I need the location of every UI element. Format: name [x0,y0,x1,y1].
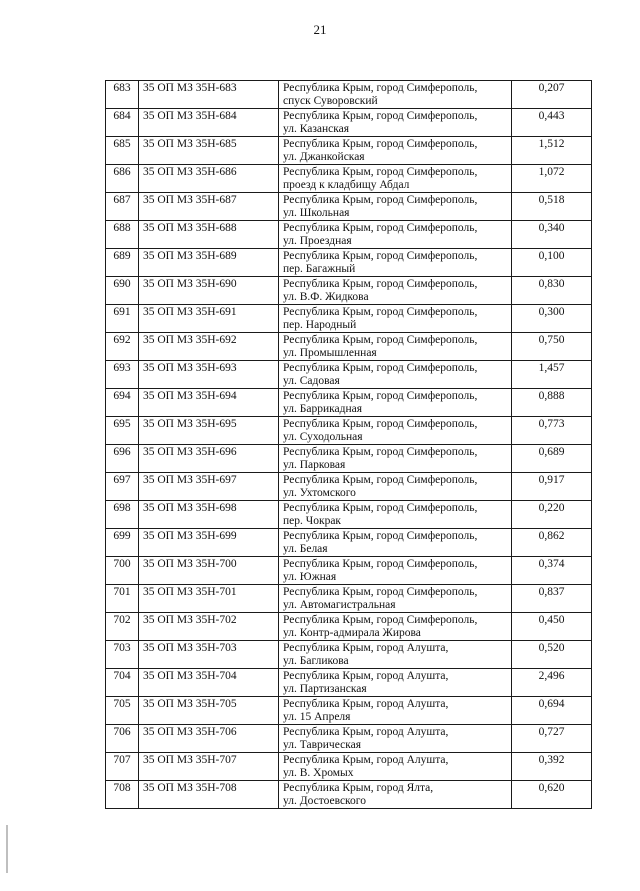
address-cell [279,361,512,389]
address-cell [279,445,512,473]
length-cell: 0,862 [512,529,592,557]
table-row [106,669,592,697]
address-line-1: Республика Крым, город Симферополь, [283,390,478,402]
address-line-2: пер. Чокрак [283,514,342,527]
address-line-1: Республика Крым, город Симферополь, [283,138,478,150]
row-number-cell: 683 [106,81,139,109]
address-line-1: Республика Крым, город Алушта, [283,670,449,682]
length-cell: 0,888 [512,389,592,417]
address-cell [279,753,512,781]
address-line-2: ул. Суходольная [283,430,363,443]
page-number: 21 [313,22,327,37]
address-line-1: Республика Крым, город Симферополь, [283,82,478,94]
address-line-1: Республика Крым, город Алушта, [283,754,449,766]
length-cell: 0,620 [512,781,592,809]
address-line-2: ул. Партизанская [283,682,367,695]
row-number-cell: 696 [106,445,139,473]
length-cell: 1,512 [512,137,592,165]
road-id-cell: 35 ОП МЗ 35Н-703 [139,641,279,669]
length-cell: 0,392 [512,753,592,781]
table-row [106,473,592,501]
address-line-1: Республика Крым, город Алушта, [283,642,449,654]
address-cell [279,165,512,193]
address-cell [279,109,512,137]
address-line-1: Республика Крым, город Симферополь, [283,110,478,122]
address-line-2: проезд к кладбищу Абдал [283,178,410,191]
table-row [106,557,592,585]
row-number-cell: 692 [106,333,139,361]
address-line-2: ул. Достоевского [283,794,366,807]
address-line-2: ул. Парковая [283,458,346,471]
length-cell: 0,450 [512,613,592,641]
table-row [106,221,592,249]
row-number-cell: 689 [106,249,139,277]
address-line-2: ул. Багликова [283,654,349,667]
table-row [106,389,592,417]
road-id-cell: 35 ОП МЗ 35Н-706 [139,725,279,753]
table-row [106,333,592,361]
row-number-cell: 688 [106,221,139,249]
address-line-2: ул. 15 Апреля [283,710,351,723]
road-id-cell: 35 ОП МЗ 35Н-690 [139,277,279,305]
row-number-cell: 684 [106,109,139,137]
length-cell: 0,773 [512,417,592,445]
address-line-1: Республика Крым, город Симферополь, [283,474,478,486]
road-id-cell: 35 ОП МЗ 35Н-696 [139,445,279,473]
address-line-2: спуск Суворовский [283,94,378,107]
length-cell: 0,220 [512,501,592,529]
table-row [106,109,592,137]
address-line-2: ул. Проездная [283,234,352,247]
road-id-cell: 35 ОП МЗ 35Н-704 [139,669,279,697]
address-cell [279,725,512,753]
row-number-cell: 685 [106,137,139,165]
address-line-2: ул. Южная [283,570,337,583]
address-line-2: ул. Джанкойская [283,150,365,163]
address-line-2: ул. Таврическая [283,738,361,751]
address-line-2: ул. Садовая [283,374,340,387]
length-cell: 2,496 [512,669,592,697]
row-number-cell: 686 [106,165,139,193]
address-cell [279,669,512,697]
address-cell [279,697,512,725]
table-row [106,417,592,445]
table-row [106,641,592,669]
row-number-cell: 697 [106,473,139,501]
table-row [106,725,592,753]
road-id-cell: 35 ОП МЗ 35Н-693 [139,361,279,389]
address-cell [279,81,512,109]
road-id-cell: 35 ОП МЗ 35Н-705 [139,697,279,725]
length-cell: 0,917 [512,473,592,501]
length-cell: 0,100 [512,249,592,277]
table-row [106,137,592,165]
address-line-1: Республика Крым, город Симферополь, [283,586,478,598]
road-id-cell: 35 ОП МЗ 35Н-708 [139,781,279,809]
road-id-cell: 35 ОП МЗ 35Н-698 [139,501,279,529]
address-line-1: Республика Крым, город Симферополь, [283,558,478,570]
length-cell: 0,374 [512,557,592,585]
row-number-cell: 707 [106,753,139,781]
address-line-2: ул. Промышленная [283,346,377,359]
road-id-cell: 35 ОП МЗ 35Н-697 [139,473,279,501]
address-line-2: ул. Казанская [283,122,350,135]
address-line-1: Республика Крым, город Симферополь, [283,502,478,514]
address-line-1: Республика Крым, город Симферополь, [283,362,478,374]
table-row [106,277,592,305]
address-line-2: ул. Ухтомского [283,486,356,499]
address-line-1: Республика Крым, город Алушта, [283,698,449,710]
row-number-cell: 705 [106,697,139,725]
length-cell: 0,750 [512,333,592,361]
table-body [106,81,592,809]
length-cell: 0,300 [512,305,592,333]
row-number-cell: 699 [106,529,139,557]
address-line-1: Республика Крым, город Симферополь, [283,418,478,430]
table-row [106,501,592,529]
length-cell: 0,694 [512,697,592,725]
address-line-1: Республика Крым, город Симферополь, [283,334,478,346]
length-cell: 1,457 [512,361,592,389]
table-row [106,613,592,641]
address-cell [279,557,512,585]
road-id-cell: 35 ОП МЗ 35Н-694 [139,389,279,417]
address-line-2: ул. Контр-адмирала Жирова [283,626,421,639]
address-line-1: Республика Крым, город Симферополь, [283,222,478,234]
address-cell [279,193,512,221]
address-line-1: Республика Крым, город Симферополь, [283,278,478,290]
address-cell [279,137,512,165]
length-cell: 0,340 [512,221,592,249]
table-row [106,361,592,389]
row-number-cell: 704 [106,669,139,697]
road-id-cell: 35 ОП МЗ 35Н-686 [139,165,279,193]
address-cell [279,585,512,613]
table-row [106,529,592,557]
table-row [106,697,592,725]
address-cell [279,221,512,249]
address-line-1: Республика Крым, город Симферополь, [283,250,478,262]
length-cell: 0,443 [512,109,592,137]
address-line-1: Республика Крым, город Алушта, [283,726,449,738]
address-line-2: ул. В. Хромых [283,766,354,779]
road-id-cell: 35 ОП МЗ 35Н-683 [139,81,279,109]
address-cell [279,641,512,669]
road-id-cell: 35 ОП МЗ 35Н-695 [139,417,279,445]
table-row [106,753,592,781]
address-line-1: Республика Крым, город Симферополь, [283,306,478,318]
address-cell [279,305,512,333]
address-cell [279,389,512,417]
length-cell: 0,727 [512,725,592,753]
length-cell: 0,830 [512,277,592,305]
road-id-cell: 35 ОП МЗ 35Н-688 [139,221,279,249]
row-number-cell: 703 [106,641,139,669]
row-number-cell: 691 [106,305,139,333]
address-cell [279,277,512,305]
row-number-cell: 706 [106,725,139,753]
address-line-2: ул. Автомагистральная [283,598,396,611]
row-number-cell: 695 [106,417,139,445]
length-cell: 0,518 [512,193,592,221]
address-line-2: пер. Багажный [283,262,356,275]
row-number-cell: 708 [106,781,139,809]
address-line-1: Республика Крым, город Симферополь, [283,614,478,626]
row-number-cell: 701 [106,585,139,613]
address-line-2: ул. Баррикадная [283,402,363,415]
road-id-cell: 35 ОП МЗ 35Н-691 [139,305,279,333]
address-cell [279,473,512,501]
address-line-2: ул. Школьная [283,206,350,219]
address-cell [279,333,512,361]
address-line-1: Республика Крым, город Симферополь, [283,446,478,458]
row-number-cell: 694 [106,389,139,417]
road-id-cell: 35 ОП МЗ 35Н-699 [139,529,279,557]
road-id-cell: 35 ОП МЗ 35Н-692 [139,333,279,361]
road-id-cell: 35 ОП МЗ 35Н-689 [139,249,279,277]
length-cell: 0,520 [512,641,592,669]
address-cell [279,613,512,641]
table-row [106,81,592,109]
road-id-cell: 35 ОП МЗ 35Н-684 [139,109,279,137]
road-id-cell: 35 ОП МЗ 35Н-701 [139,585,279,613]
length-cell: 0,207 [512,81,592,109]
address-line-1: Республика Крым, город Симферополь, [283,530,478,542]
length-cell: 0,837 [512,585,592,613]
table-row [106,249,592,277]
address-line-1: Республика Крым, город Симферополь, [283,166,478,178]
road-registry-table [105,80,592,809]
length-cell: 0,689 [512,445,592,473]
table-row [106,781,592,809]
road-id-cell: 35 ОП МЗ 35Н-685 [139,137,279,165]
address-cell [279,781,512,809]
address-line-1: Республика Крым, город Ялта, [283,782,434,794]
address-line-1: Республика Крым, город Симферополь, [283,194,478,206]
row-number-cell: 693 [106,361,139,389]
road-id-cell: 35 ОП МЗ 35Н-687 [139,193,279,221]
address-cell [279,249,512,277]
row-number-cell: 690 [106,277,139,305]
address-cell [279,501,512,529]
table-row [106,165,592,193]
row-number-cell: 700 [106,557,139,585]
row-number-cell: 702 [106,613,139,641]
road-id-cell: 35 ОП МЗ 35Н-700 [139,557,279,585]
address-cell [279,529,512,557]
table-row [106,445,592,473]
table-row [106,193,592,221]
length-cell: 1,072 [512,165,592,193]
road-id-cell: 35 ОП МЗ 35Н-702 [139,613,279,641]
row-number-cell: 687 [106,193,139,221]
address-cell [279,417,512,445]
table-row [106,585,592,613]
address-line-2: ул. Белая [283,542,328,555]
table-row [106,305,592,333]
margin-scan-mark [6,825,8,873]
road-id-cell: 35 ОП МЗ 35Н-707 [139,753,279,781]
row-number-cell: 698 [106,501,139,529]
address-line-2: пер. Народный [283,318,357,331]
address-line-2: ул. В.Ф. Жидкова [283,290,369,303]
